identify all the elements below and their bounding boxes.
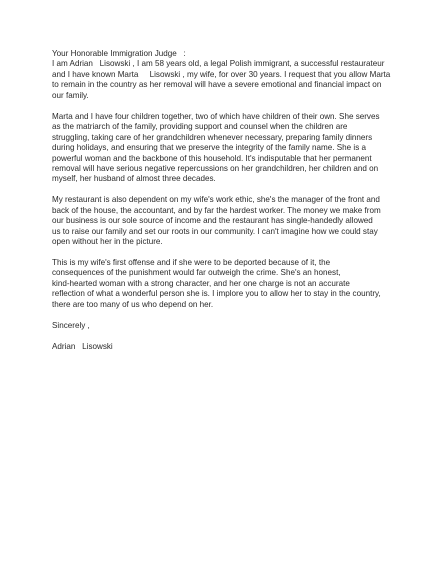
paragraph-line: kind-hearted woman with a strong character, and her one charge is not an accurate [52,278,350,288]
paragraph-line: myself, her husband of almost three decades. [52,174,216,184]
paragraph-line: our family. [52,90,89,100]
paragraph-line: reflection of what a wonderful person she is. I implore you to allow her to stay in the country, [52,289,381,299]
paragraph-line: our business is our sole source of income and the restaurant has single-handedly allowed [52,216,373,226]
paragraph-1 [52,59,392,101]
paragraph-line: consequences of the punishment would far outweigh the crime. She's an honest, [52,268,341,278]
paragraph-line: there are too many of us who depend on her. [52,299,214,309]
paragraph-2 [52,112,392,185]
signature [52,342,392,352]
paragraph-4 [52,258,392,310]
paragraph-line: powerful woman and the backbone of this household. It's indisputable that her permanent [52,153,372,163]
paragraph-line: My restaurant is also dependent on my wife's work ethic, she's the manager of the front and [52,195,380,205]
signature-name: Adrian Lisowski [52,341,113,351]
closing-line: Sincerely , [52,320,90,330]
paragraph-line: removal will have serious negative repercussions on her grandchildren, her children and on [52,163,379,173]
paragraph-line: to remain in the country as her removal will have a severe emotional and financial impact on [52,80,382,90]
paragraph-spacer [52,248,392,258]
paragraph-line: us to raise our family and set our roots in our community. I can't imagine how we could stay [52,226,378,236]
paragraph-line: I am Adrian Lisowski , I am 58 years old, a legal Polish immigrant, a successful restaurateur [52,59,385,69]
paragraph-3 [52,195,392,247]
paragraph-spacer [52,185,392,195]
paragraph-spacer [52,310,392,320]
paragraph-line: during holidays, and ensuring that we preserve the integrity of the family name. She is a [52,143,367,153]
paragraph-spacer [52,101,392,111]
paragraph-line: open without her in the picture. [52,237,163,247]
paragraph-spacer [52,331,392,341]
paragraph-line: and I have known Marta Lisowski , my wife, for over 30 years. I request that you allow Marta [52,69,391,79]
paragraph-line: struggling, taking care of her grandchildren whenever necessary, preparing family dinners [52,132,373,142]
paragraph-line: This is my wife's first offense and if she were to be deported because of it, the [52,258,331,268]
closing [52,321,392,331]
paragraph-line: back of the house, the accountant, and by far the hardest worker. The money we make from [52,205,381,215]
letter-body [52,49,392,352]
paragraph-line: Marta and I have four children together, two of which have children of their own. She serves [52,111,380,121]
salutation-line: Your Honorable Immigration Judge : [52,49,186,58]
paragraph-line: as the matriarch of the family, providing support and counsel when the children are [52,122,348,132]
salutation [52,49,392,59]
